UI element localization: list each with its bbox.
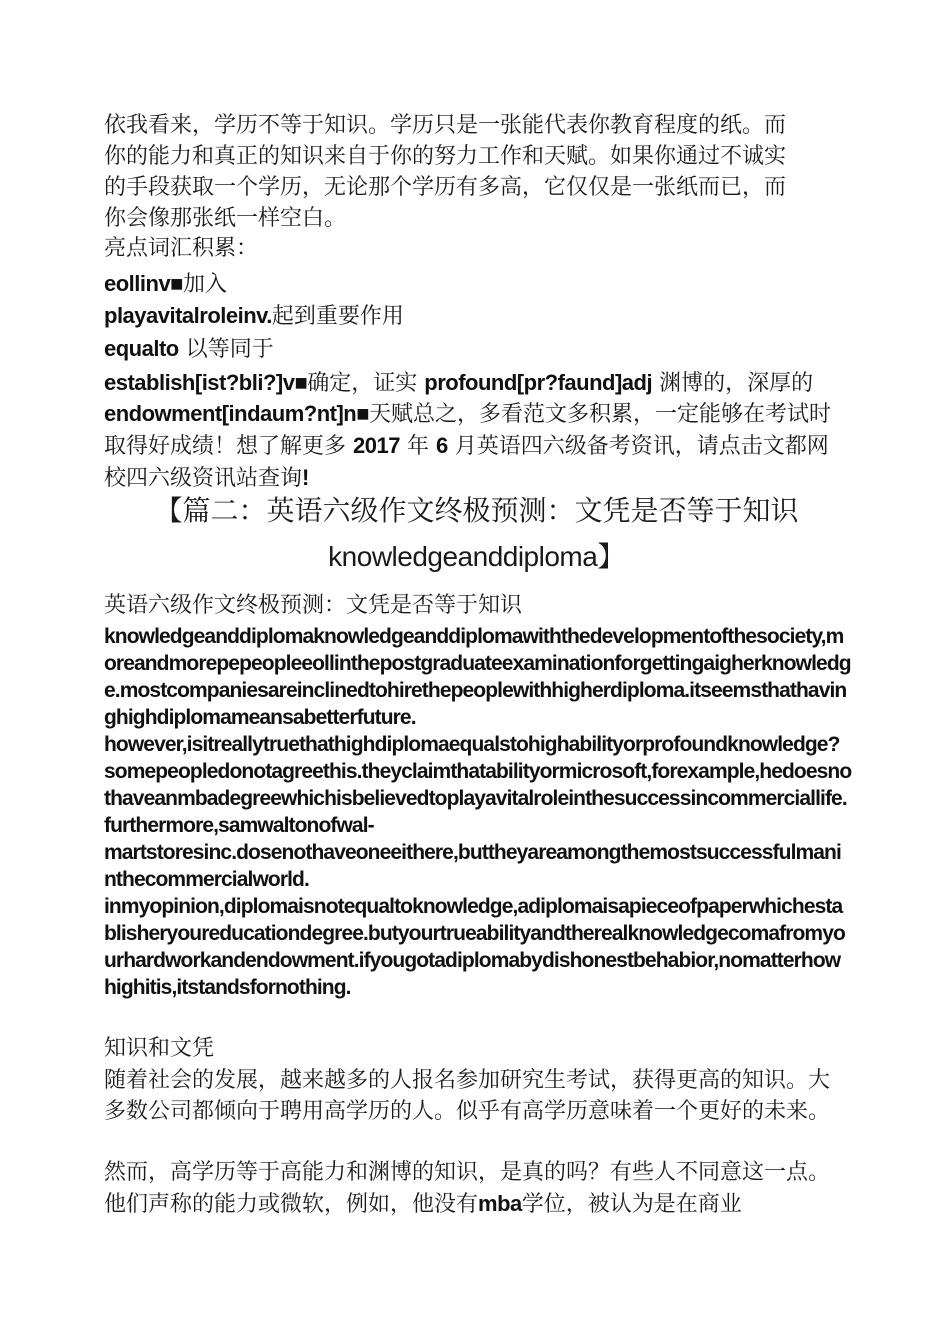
vocab-term: profound[pr?faund]adj xyxy=(424,370,653,395)
vocab-item xyxy=(104,367,849,399)
translation-heading: 知识和文凭 xyxy=(104,1036,215,1061)
month-number: 6 xyxy=(435,433,448,458)
essay-paragraph: knowledgeanddiplomaknowledgeanddiplomawiththedevelopmentofthesociety,moreandmorepepeopleeollinthepostgraduateexaminationforgettingaigherknowledge.mostcompaniesareinclinedtohirethepeoplewithhigherdiploma.itseemsthathavinghighdiplomameansabetterfuture. xyxy=(104,625,851,729)
essay-paragraph: somepeopledonotagreethis.theyclaimthatabilityormicrosoft,forexample,hedoesnothaveanmbadegreewhichisbelievedtoplayavitalroleinthesuccessincommerciallife.furthermore,samwaltonofwal- xyxy=(104,760,852,837)
section-subtitle: 英语六级作文终极预测：文凭是否等于知识 xyxy=(104,593,523,618)
essay-paragraph: inmyopinion,diplomaisnotequaltoknowledge,adiplomaisapieceofpaperwhichestablisheryoureducationdegree.butyourtrueabilityandtherealknowledgecomafromyourhardworkandendowment.ifyougotadiplomabydishonestbehabior,nomatterhowhighitis,itstandsfornothing. xyxy=(104,895,845,999)
vocab-term: establish[ist?bli?]v■ xyxy=(104,370,308,395)
essay-paragraph: however,isitreallytruethathighdiplomaequalstohighabilityorprofoundknowledge? xyxy=(104,733,840,756)
vocab-meaning: 加入 xyxy=(182,272,227,297)
section-title-line2: knowledgeanddiploma】 xyxy=(328,541,625,572)
translation-paragraph: 随着社会的发展，越来越多的人报名参加研究生考试，获得更高的知识。大多数公司都倾向于聘用高学历的人。似乎有高学历意味着一个更好的未来。 xyxy=(104,1068,831,1124)
vocab-meaning: 渊博的，深厚的 xyxy=(659,371,814,396)
essay-paragraph: martstoresinc.dosenothaveoneeithere,buttheyareamongthemostsuccessfulmaninthecommercialworld. xyxy=(104,841,841,891)
vocab-term: endowment[indaum?nt]n■ xyxy=(104,401,370,426)
vocab-term: equalto xyxy=(104,336,179,361)
vocab-meaning: 以等同于 xyxy=(185,337,274,362)
vocab-item xyxy=(104,268,849,300)
vocab-item xyxy=(104,300,849,332)
vocab-meaning: 起到重要作用 xyxy=(271,304,404,329)
section-title xyxy=(104,488,849,580)
translation-paragraph: 然而，高学历等于高能力和渊博的知识，是真的吗？有些人不同意这一点。他们声称的能力或微软，例如，他没有mba学位，被认为是在商业 xyxy=(104,1160,831,1217)
english-essay xyxy=(104,623,852,1001)
vocab-item xyxy=(104,333,849,365)
vocab-meaning: 确定，证实 xyxy=(307,371,418,396)
vocab-heading: 亮点词汇积累： xyxy=(104,236,259,261)
vocab-term: eollinv■ xyxy=(104,271,183,296)
vocab-term: playavitalroleinv. xyxy=(104,303,272,328)
section-title-line1: 【篇二：英语六级作文终极预测：文凭是否等于知识 xyxy=(154,494,799,527)
intro-paragraph: 依我看来，学历不等于知识。学历只是一张能代表你教育程度的纸。而 你的能力和真正的知识来自于你的努力工作和天赋。如果你通过不诚实 的手段获取一个学历，无论那个学历有多高，它仅仅是一张纸而已，而 你会像那张纸一样空白。 xyxy=(104,113,787,231)
year-number: 2017 xyxy=(353,433,400,458)
vocab-summary: endowment[indaum?nt]n■天赋总之，多看范文多积累，一定能够在考试时取得好成绩！想了解更多 2017 年 6 月英语四六级备考资讯，请点击文都网校四六级资讯站查询! xyxy=(104,401,832,491)
